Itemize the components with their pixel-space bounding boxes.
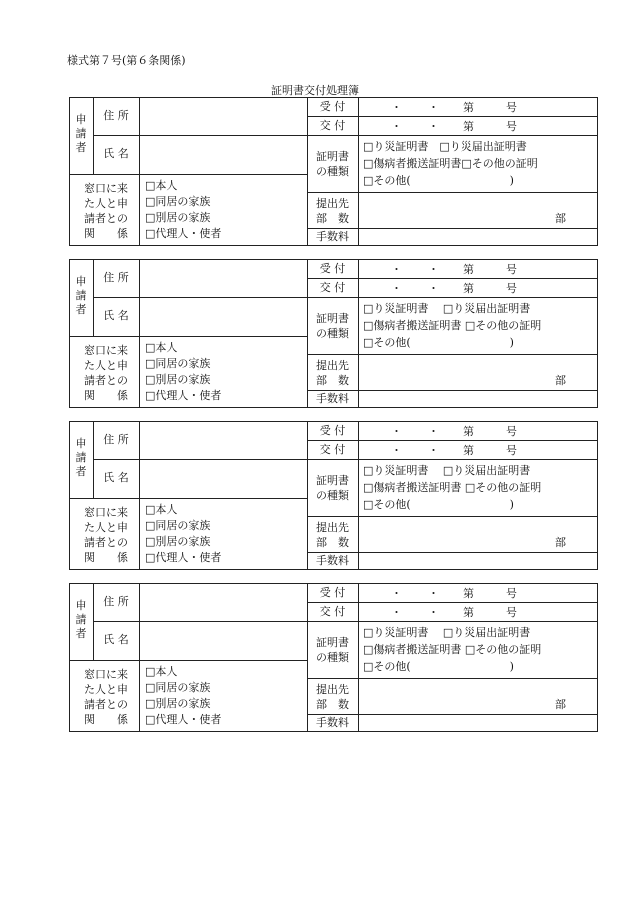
accept-label: 受 付 xyxy=(319,262,346,275)
address-label: 住 所 xyxy=(103,271,129,284)
relation-label-line: 窓口に来 xyxy=(84,344,128,357)
certificate-options-line: □その他( ) xyxy=(363,498,514,511)
certificate-options xyxy=(363,462,541,513)
relation-options-line: □本人 xyxy=(145,179,178,192)
certificate-options-line: □その他( ) xyxy=(363,336,514,349)
record-table-3 xyxy=(69,421,598,570)
relation-label-line: 関 係 xyxy=(84,389,128,402)
accept-label: 受 付 xyxy=(319,586,346,599)
receipt-mark: ・ xyxy=(428,444,439,457)
receipt-mark: ・ xyxy=(391,606,402,619)
submit-label-line: 部 数 xyxy=(316,536,349,549)
applicant-label: 申請者 xyxy=(75,599,87,640)
relation-label-line: 請者との xyxy=(84,536,128,549)
certificate-type-label-line: 証明書 xyxy=(316,312,349,325)
receipt-mark: ・ xyxy=(428,120,439,133)
receipt-mark: 第 xyxy=(463,263,474,276)
certificate-options-line: □傷病者搬送証明書 □その他の証明 xyxy=(363,643,542,656)
receipt-mark: 号 xyxy=(506,606,517,619)
receipt-mark: ・ xyxy=(391,120,402,133)
name-label: 氏 名 xyxy=(103,633,129,646)
issue-label: 交 付 xyxy=(319,119,346,132)
issue-label: 交 付 xyxy=(319,281,346,294)
receipt-mark: 号 xyxy=(506,444,517,457)
copies-unit: 部 xyxy=(555,536,566,549)
relation-options-line: □本人 xyxy=(145,665,178,678)
receipt-mark: ・ xyxy=(391,263,402,276)
submit-label xyxy=(307,520,358,550)
applicant-label: 申請者 xyxy=(75,437,87,478)
relation-options xyxy=(145,664,221,728)
relation-label-line: 関 係 xyxy=(84,227,128,240)
record-table-4 xyxy=(69,583,598,732)
relation-options-line: □別居の家族 xyxy=(145,373,211,386)
certificate-options-line: □り災証明書 □り災届出証明書 xyxy=(363,626,531,639)
certificate-options-line: □り災証明書 □り災届出証明書 xyxy=(363,464,531,477)
receipt-mark: ・ xyxy=(391,444,402,457)
form-number: 様式第７号(第６条関係) xyxy=(67,54,186,67)
address-label: 住 所 xyxy=(103,433,129,446)
submit-label xyxy=(307,682,358,712)
relation-options-line: □別居の家族 xyxy=(145,697,211,710)
submit-label-line: 提出先 xyxy=(316,521,349,534)
accept-label: 受 付 xyxy=(319,100,346,113)
relation-label xyxy=(73,667,139,727)
receipt-mark: 号 xyxy=(506,263,517,276)
receipt-mark: ・ xyxy=(428,282,439,295)
receipt-mark: ・ xyxy=(428,263,439,276)
submit-label-line: 提出先 xyxy=(316,197,349,210)
name-label: 氏 名 xyxy=(103,147,129,160)
certificate-type-label xyxy=(307,149,358,179)
certificate-options-line: □り災証明書 □り災届出証明書 xyxy=(363,302,531,315)
certificate-options-line: □傷病者搬送証明書□その他の証明 xyxy=(363,157,538,170)
receipt-mark: ・ xyxy=(391,587,402,600)
receipt-mark: ・ xyxy=(391,101,402,114)
receipt-mark: ・ xyxy=(428,425,439,438)
relation-label-line: 窓口に来 xyxy=(84,668,128,681)
receipt-mark: 第 xyxy=(463,606,474,619)
relation-options xyxy=(145,340,221,404)
relation-label-line: た人と申 xyxy=(84,359,128,372)
certificate-type-label-line: の種類 xyxy=(316,327,349,340)
relation-label-line: 請者との xyxy=(84,698,128,711)
relation-options xyxy=(145,178,221,242)
receipt-mark: ・ xyxy=(428,101,439,114)
certificate-type-label xyxy=(307,635,358,665)
certificate-options xyxy=(363,624,541,675)
copies-unit: 部 xyxy=(555,698,566,711)
address-label: 住 所 xyxy=(103,595,129,608)
relation-label-line: た人と申 xyxy=(84,521,128,534)
certificate-type-label-line: の種類 xyxy=(316,165,349,178)
relation-label-line: 請者との xyxy=(84,212,128,225)
relation-label xyxy=(73,181,139,241)
certificate-options-line: □り災証明書 □り災届出証明書 xyxy=(363,140,527,153)
relation-options xyxy=(145,502,221,566)
relation-label-line: 窓口に来 xyxy=(84,182,128,195)
certificate-type-label-line: の種類 xyxy=(316,651,349,664)
fee-label: 手数料 xyxy=(316,554,349,567)
relation-options-line: □同居の家族 xyxy=(145,681,211,694)
receipt-mark: 号 xyxy=(506,120,517,133)
name-label: 氏 名 xyxy=(103,309,129,322)
relation-options-line: □別居の家族 xyxy=(145,211,211,224)
certificate-type-label-line: 証明書 xyxy=(316,636,349,649)
receipt-mark: 号 xyxy=(506,282,517,295)
relation-options-line: □別居の家族 xyxy=(145,535,211,548)
relation-options-line: □代理人・使者 xyxy=(145,713,222,726)
certificate-options-line: □その他( ) xyxy=(363,174,514,187)
receipt-mark: 第 xyxy=(463,282,474,295)
submit-label-line: 提出先 xyxy=(316,683,349,696)
receipt-mark: 第 xyxy=(463,425,474,438)
receipt-mark: ・ xyxy=(428,587,439,600)
receipt-mark: 号 xyxy=(506,425,517,438)
submit-label-line: 部 数 xyxy=(316,212,349,225)
register-title: 証明書交付処理簿 xyxy=(271,84,359,97)
relation-label-line: 関 係 xyxy=(84,713,128,726)
certificate-type-label-line: 証明書 xyxy=(316,150,349,163)
applicant-label: 申請者 xyxy=(75,275,87,316)
submit-label-line: 部 数 xyxy=(316,374,349,387)
certificate-options-line: □傷病者搬送証明書 □その他の証明 xyxy=(363,319,542,332)
relation-options-line: □代理人・使者 xyxy=(145,551,222,564)
name-label: 氏 名 xyxy=(103,471,129,484)
submit-label xyxy=(307,196,358,226)
accept-label: 受 付 xyxy=(319,424,346,437)
relation-options-line: □同居の家族 xyxy=(145,357,211,370)
receipt-mark: ・ xyxy=(391,425,402,438)
receipt-mark: ・ xyxy=(391,282,402,295)
record-table-2 xyxy=(69,259,598,408)
receipt-mark: 第 xyxy=(463,444,474,457)
certificate-type-label-line: 証明書 xyxy=(316,474,349,487)
applicant-label: 申請者 xyxy=(75,113,87,154)
fee-label: 手数料 xyxy=(316,392,349,405)
record-table-1 xyxy=(69,97,598,246)
relation-options-line: □同居の家族 xyxy=(145,195,211,208)
relation-options-line: □本人 xyxy=(145,503,178,516)
copies-unit: 部 xyxy=(555,212,566,225)
certificate-type-label xyxy=(307,311,358,341)
relation-label-line: 窓口に来 xyxy=(84,506,128,519)
copies-unit: 部 xyxy=(555,374,566,387)
receipt-mark: 号 xyxy=(506,587,517,600)
relation-label-line: 関 係 xyxy=(84,551,128,564)
fee-label: 手数料 xyxy=(316,716,349,729)
receipt-mark: 号 xyxy=(506,101,517,114)
address-label: 住 所 xyxy=(103,109,129,122)
certificate-type-label-line: の種類 xyxy=(316,489,349,502)
relation-options-line: □本人 xyxy=(145,341,178,354)
issue-label: 交 付 xyxy=(319,605,346,618)
issue-label: 交 付 xyxy=(319,443,346,456)
relation-options-line: □同居の家族 xyxy=(145,519,211,532)
certificate-options xyxy=(363,300,541,351)
submit-label xyxy=(307,358,358,388)
certificate-options-line: □その他( ) xyxy=(363,660,514,673)
relation-label xyxy=(73,343,139,403)
submit-label-line: 部 数 xyxy=(316,698,349,711)
relation-options-line: □代理人・使者 xyxy=(145,389,222,402)
certificate-type-label xyxy=(307,473,358,503)
receipt-mark: 第 xyxy=(463,587,474,600)
relation-label-line: 請者との xyxy=(84,374,128,387)
fee-label: 手数料 xyxy=(316,230,349,243)
certificate-options xyxy=(363,138,538,189)
receipt-mark: 第 xyxy=(463,101,474,114)
receipt-mark: 第 xyxy=(463,120,474,133)
relation-label-line: た人と申 xyxy=(84,683,128,696)
receipt-mark: ・ xyxy=(428,606,439,619)
relation-label-line: た人と申 xyxy=(84,197,128,210)
certificate-options-line: □傷病者搬送証明書 □その他の証明 xyxy=(363,481,542,494)
relation-options-line: □代理人・使者 xyxy=(145,227,222,240)
submit-label-line: 提出先 xyxy=(316,359,349,372)
relation-label xyxy=(73,505,139,565)
